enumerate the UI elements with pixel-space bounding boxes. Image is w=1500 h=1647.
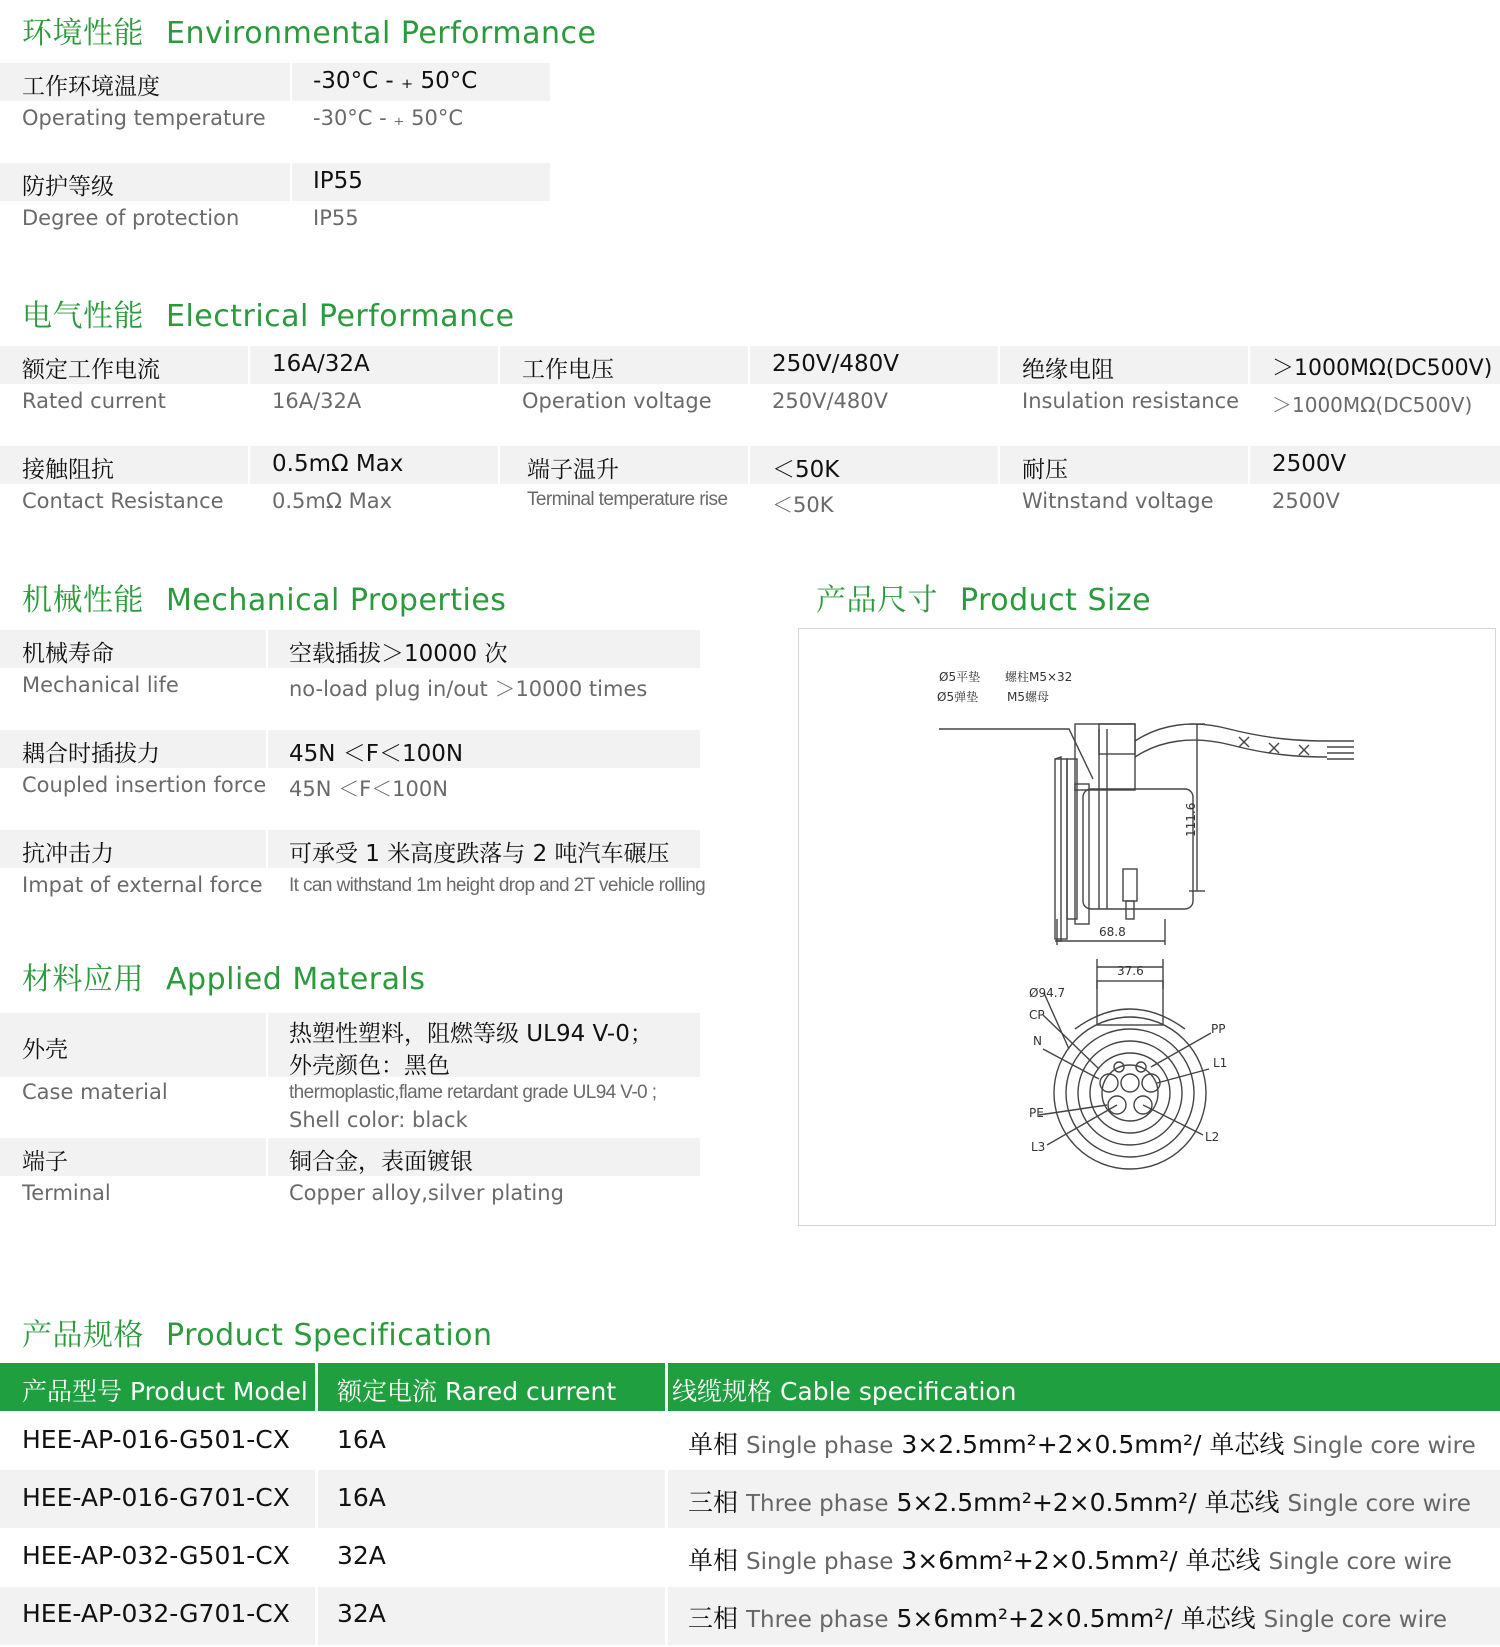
mech-impact-value-en: It can withstand 1m height drop and 2T vehicle rolling	[289, 875, 706, 896]
mat-case-cn: 外壳	[22, 1037, 68, 1063]
spec-header-current: 额定电流 Rared current	[337, 1377, 617, 1406]
mat-terminal-cn: 端子	[22, 1149, 68, 1175]
elec-insulation-en: Insulation resistance	[1022, 389, 1240, 413]
elec-contact-value-cn: 0.5mΩ Max	[272, 451, 404, 477]
elec-voltage-cn: 工作电压	[522, 357, 614, 383]
mech-impact-en: Impat of external force	[22, 873, 263, 897]
elec-insulation-cn: 绝缘电阻	[1022, 357, 1114, 383]
spec-row2-current: 16A	[337, 1483, 386, 1512]
spec-row1-cable: 单相 Single phase 3×2.5mm²+2×0.5mm²/ 单芯线 Single core wire	[688, 1430, 1476, 1459]
label-width: 37.6	[1117, 964, 1144, 978]
elec-contact-en: Contact Resistance	[22, 489, 224, 513]
label-l2: L2	[1205, 1130, 1220, 1144]
spec-row3-cable: 单相 Single phase 3×6mm²+2×0.5mm²/ 单芯线 Single core wire	[688, 1546, 1452, 1575]
mat-terminal-en: Terminal	[22, 1181, 111, 1205]
mat-terminal-value-en: Copper alloy,silver plating	[289, 1181, 564, 1205]
spec-row3-current: 32A	[337, 1541, 386, 1570]
label-n: N	[1033, 1034, 1042, 1048]
label-washer-spring: Ø5弹垫	[937, 690, 979, 704]
mech-title-en: Mechanical Properties	[166, 583, 507, 618]
elec-withstand-cn: 耐压	[1022, 457, 1068, 483]
mat-case-value-cn-2: 外壳颜色：黑色	[289, 1053, 450, 1079]
spec-title-cn: 产品规格	[22, 1318, 144, 1353]
env-section-title	[22, 8, 596, 52]
spec-divider	[315, 1363, 318, 1645]
elec-rated-current-en: Rated current	[22, 389, 166, 413]
elec-title-en: Electrical Performance	[166, 299, 515, 334]
env-title-en: Environmental Performance	[166, 16, 597, 51]
mech-life-value-cn: 空载插拔＞10000 次	[289, 641, 508, 667]
mat-case-value-en-2: Shell color: black	[289, 1108, 468, 1132]
label-cp: CP	[1029, 1008, 1045, 1022]
label-nut: M5螺母	[1007, 690, 1049, 704]
mat-case-value-en-1: thermoplastic,flame retardant grade UL94 V-0 ;	[289, 1082, 657, 1103]
spec-row4-current: 32A	[337, 1599, 386, 1628]
spec-section-title	[22, 1310, 493, 1354]
env-row1-label-cn: 工作环境温度	[22, 74, 160, 100]
mech-force-value-cn: 45N ＜F＜100N	[289, 741, 464, 767]
label-stud: 螺柱M5×32	[1005, 670, 1073, 684]
mech-force-cn: 耦合时插拔力	[22, 741, 160, 767]
elec-temp-rise-cn: 端子温升	[527, 457, 619, 483]
spec-header-model: 产品型号 Product Model	[22, 1377, 308, 1406]
spec-row1-model: HEE-AP-016-G501-CX	[22, 1425, 290, 1454]
elec-temp-rise-value-en: ＜50K	[772, 493, 834, 517]
env-title-cn: 环境性能	[22, 16, 144, 51]
label-washer-flat: Ø5平垫	[939, 670, 981, 684]
elec-contact-cn: 接触阻抗	[22, 457, 114, 483]
elec-withstand-en: Witnstand voltage	[1022, 489, 1214, 513]
spec-row1-current: 16A	[337, 1425, 386, 1454]
size-title-en: Product Size	[960, 583, 1152, 618]
label-l3: L3	[1031, 1140, 1046, 1154]
spec-header-cable: 线缆规格 Cable specification	[672, 1377, 1017, 1406]
mech-force-en: Coupled insertion force	[22, 773, 267, 797]
spec-row4-model: HEE-AP-032-G701-CX	[22, 1599, 290, 1628]
env-row1-value-en: -30°C - ₊ 50°C	[313, 106, 464, 130]
elec-insulation-value-en: ＞1000MΩ(DC500V)	[1272, 393, 1473, 417]
mech-impact-cn: 抗冲击力	[22, 841, 114, 867]
mat-title-en: Applied Materals	[166, 962, 426, 997]
elec-voltage-value-en: 250V/480V	[772, 389, 888, 413]
dimension-drawing	[799, 629, 1495, 1225]
mech-force-value-en: 45N ＜F＜100N	[289, 777, 448, 801]
spec-row4-cable: 三相 Three phase 5×6mm²+2×0.5mm²/ 单芯线 Single core wire	[688, 1604, 1448, 1633]
spec-row2-model: HEE-AP-016-G701-CX	[22, 1483, 290, 1512]
elec-temp-rise-en: Terminal temperature rise	[527, 489, 728, 510]
label-depth: 68.8	[1099, 925, 1126, 939]
size-section-title	[816, 575, 1151, 619]
label-pe: PE	[1029, 1106, 1044, 1120]
elec-contact-value-en: 0.5mΩ Max	[272, 489, 392, 513]
env-row2-label-cn: 防护等级	[22, 174, 114, 200]
elec-withstand-value-cn: 2500V	[1272, 451, 1347, 477]
elec-rated-current-value-en: 16A/32A	[272, 389, 362, 413]
mat-title-cn: 材料应用	[22, 962, 144, 997]
elec-title-cn: 电气性能	[22, 299, 144, 334]
env-row2-value-cn: IP55	[313, 168, 363, 194]
elec-voltage-en: Operation voltage	[522, 389, 712, 413]
spec-row3-model: HEE-AP-032-G501-CX	[22, 1541, 290, 1570]
spec-title-en: Product Specification	[166, 1318, 493, 1353]
elec-voltage-value-cn: 250V/480V	[772, 351, 900, 377]
elec-withstand-value-en: 2500V	[1272, 489, 1340, 513]
env-row1-label-en: Operating temperature	[22, 106, 266, 130]
spec-divider	[665, 1363, 668, 1645]
label-pp: PP	[1211, 1022, 1226, 1036]
env-row1-value-cn: -30°C - ₊ 50°C	[313, 68, 478, 94]
mat-terminal-value-cn: 铜合金，表面镀银	[289, 1149, 473, 1175]
mech-title-cn: 机械性能	[22, 583, 144, 618]
elec-rated-current-cn: 额定工作电流	[22, 357, 160, 383]
spec-row2-cable: 三相 Three phase 5×2.5mm²+2×0.5mm²/ 单芯线 Single core wire	[688, 1488, 1471, 1517]
label-l1: L1	[1213, 1056, 1228, 1070]
mech-impact-value-cn: 可承受 1 米高度跌落与 2 吨汽车碾压	[289, 841, 670, 867]
mat-case-value-cn-1: 热塑性塑料，阻燃等级 UL94 V-0；	[289, 1021, 653, 1047]
elec-section-title	[22, 291, 515, 335]
mech-life-en: Mechanical life	[22, 673, 179, 697]
mech-life-cn: 机械寿命	[22, 641, 114, 667]
label-diameter: Ø94.7	[1029, 986, 1066, 1000]
elec-insulation-value-cn: ＞1000MΩ(DC500V)	[1272, 356, 1493, 381]
elec-temp-rise-value-cn: ＜50K	[772, 457, 840, 483]
mat-case-en: Case material	[22, 1080, 168, 1104]
mat-section-title	[22, 954, 425, 998]
env-row2-label-en: Degree of protection	[22, 206, 240, 230]
product-size-drawing	[798, 628, 1496, 1226]
mech-life-value-en: no-load plug in/out ＞10000 times	[289, 677, 648, 701]
mech-section-title	[22, 575, 506, 619]
elec-rated-current-value-cn: 16A/32A	[272, 351, 370, 377]
env-row2-value-en: IP55	[313, 206, 359, 230]
size-title-cn: 产品尺寸	[816, 583, 938, 618]
label-height: 111.6	[1184, 802, 1198, 837]
